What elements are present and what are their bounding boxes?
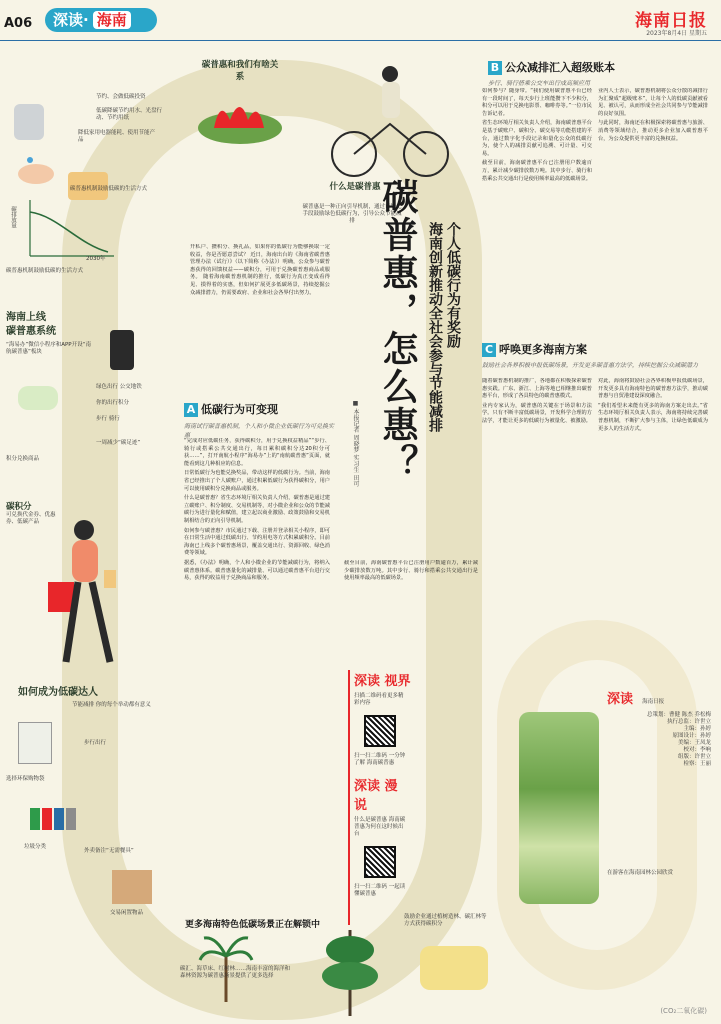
section-a-continued: 截至目前，海南碳普惠平台已注册用户数逾百万，累计减少碳排放数万吨。其中步行、骑行和搭乘公共交通出行是使用频率最高的低碳场景。 [344,560,478,582]
walking-woman-illustration [26,512,136,682]
car-icon [18,386,58,410]
brand-logo: 海南日报 [635,11,707,31]
section-b-col-1 [482,88,592,324]
credits-paper: 海南日报 [642,699,665,705]
credits-header [607,688,664,707]
hero-subtitle-2: 海南创新推动全社会参与节能减排 [427,222,443,432]
benefit-title: 碳普惠和我们有啥关系 [201,60,279,82]
section-c-deck: 鼓励社会各界积极申报低碳场景，开发更多碳普惠方法学，持续挖掘公众减碳潜力 [482,362,699,369]
become-item-4: 垃圾分类 [24,844,47,850]
section-c-col-2 [598,378,708,668]
section-a-p1: “完成对应低碳任务，获得碳积分，用于兑换权益精品”“步行、骑行或搭乘公共交通出行，每日累积碳积分达20积分可获……”，打开南航小程序“海易办”上的“南航碳普惠”页面，就能看到这几种相应的信息。 [184,438,330,467]
qr2-caption: 扫一扫二维码 一起读懂碳普惠 [354,884,406,897]
credit-line: 主编：孙婷 [683,726,711,732]
section-b-p1: 如何参与？随身带。“我们使用碳普惠平台已经有一段时间了，每天步行上班能攒下不少积分，积分可以用于兑换电影票、咖啡券等。”一位市民告诉记者。 [482,88,592,117]
shenjie-tag-2: 深读 漫说 [354,779,398,813]
section-b-p3: 截至目前，海南碳普惠平台已注册用户数逾百万，累计减少碳排放数万吨。其中步行、骑行和搭乘公共交通出行是使用频率最高的低碳场景。 [482,160,592,182]
credit-line: 总策划：曹健 陈杰 乔松梅 [647,712,711,718]
cyclist-illustration [326,54,456,184]
benefit-text-4: 碳普惠机制鼓励低碳的生活方式 [70,186,148,192]
section-c-p4: “我们希望未来能有更多的海南方案走出去。”省生态环境厅相关负责人表示，海南将持续完善碳普惠机制，不断扩大参与主体，让绿色低碳成为更多人的生活方式。 [598,402,708,432]
platform-title-1: 海南上线 [6,312,46,323]
co2-note: (CO₂二氧化碳) [660,1007,707,1015]
become-title: 如何成为低碳达人 [18,687,98,698]
credits-list [607,712,711,768]
section-c-header [482,338,710,369]
hero-subtitle-1: 个人低碳行为有奖励 [445,222,461,348]
qr-code-1[interactable] [364,715,396,747]
earth-flame-illustration [190,92,290,148]
benefit-text-1: 节约、会做低碳投资 [96,94,146,100]
hero-title: 碳普惠，怎么惠？ [377,178,418,482]
page-number: A06 [4,16,33,31]
section-a-body [184,438,330,908]
section-c-p1: 随着碳普惠机制的推广，各地都在积极探索碳普惠实践。广东、浙江、上海等地已相继推出碳普惠平台，形成了各具特色的碳普惠模式。 [482,378,592,400]
faucet-icon [14,104,44,140]
bottom-title: 更多海南特色低碳场景正在解锁中 [185,920,321,930]
section-b-deck: 步行、骑行搭乘公交车出行成高频应用 [488,80,591,87]
become-item-2: 步行出行 [84,740,107,746]
what-title: 什么是碳普惠 [329,182,381,192]
become-item-3: 选择环保购物袋 [6,776,45,782]
intro-paragraph: 开私户、攒积分、换礼品，如果你的低碳行为能够换取一定收益，你是否愿意尝试？ 近日，海南出台的《海南省碳普惠管理办法（试行）》（以下简称《办法》）明确，公众参与碳普惠获得的回馈权益——碳积分，可用于兑换碳普惠商品或服务。 随着海南碳普惠机制的推行，低碳行为真正变成看得见、摸得着的实惠，但如何扩展更多低碳场景，持续挖掘公众减排潜力，仍需要政府、企业和社会各界付出努力。 [190,244,330,296]
activity-1: 绿色出行 公交地铁 [96,384,142,390]
section-c-p2: 业内专家认为，碳普惠的关键在于场景和方法学。只有不断丰富低碳场景，开发科学合理的方法学，才能让更多的低碳行为被量化、被激励。 [482,402,592,424]
shenjie-box [348,670,412,925]
section-b-title: 公众减排汇入超级账本 [505,61,615,74]
section-c-p3: 对此，海南将鼓励社会各界积极申报低碳场景，开发更多具有海南特色的碳普惠方法学，推动碳普惠与自贸港建设深度融合。 [598,378,708,400]
credits-tag: 深读 [607,692,634,707]
section-a-title: 低碳行为可变现 [201,403,278,416]
shopping-bag-icon [18,722,52,764]
activity-3: 步行 骑行 [96,416,120,422]
shenjie-tag: 深读 视界 [354,674,411,689]
activity-2: 你的出行积分 [96,400,130,406]
credit-line: 执行总监：许世立 [666,719,711,725]
section-b-p2: 省生态环境厅相关负责人介绍，海南碳普惠平台是基于碳账户、碳积分、碳交易等功能搭建的平台，通过数字化手段记录和量化公众的低碳行为，使个人的减排贡献可追溯、可计量、可交易。 [482,120,592,157]
become-item-6: 交易闲置物品 [110,910,144,916]
credit-line: 校对：李响 [683,747,711,753]
shenjie-text: 扫描二维码看更多精彩内容 [354,693,404,706]
section-c-col-1 [482,378,592,668]
activity-5: 积分兑换商品 [6,456,40,462]
what-text: 碳普惠是一种正向引导机制，通过市场化手段鼓励绿色低碳行为，引导公众节能减排 [302,204,402,224]
become-item-5: 外卖备注“无需餐具” [84,848,134,854]
section-b-p4: 业内人士表示，碳普惠机制将公众分散的减排行为汇聚成“超级账本”，让每个人的低碳贡献被看见、被认可，从而形成全社会共同参与节能减排的良好氛围。 [598,88,708,117]
qr-code-2[interactable] [364,846,396,878]
section-c-letter: C [482,343,496,357]
chart-year-label: 2030年 [86,256,106,262]
bottom-item-1: 碳汇、海草床、红树林……海南丰富的海洋和森林资源为碳普惠场景提供了更多选择 [180,966,291,979]
park-photo [519,712,599,904]
section-script: 海南 [93,11,131,29]
section-b-header [488,56,708,87]
carbon-score-text: 可兑换代金券、优惠券、低碳产品 [6,512,56,525]
section-badge: 深读· 海南 [45,8,157,32]
hero-byline: ■ 本报记者 周晓梦 实习生 田可 [352,400,359,487]
trash-bins-icon [28,798,78,832]
phone-icon [110,330,134,370]
issue-date: 2023年8月4日 星期五 [646,30,707,37]
section-c-title: 呼唤更多海南方案 [499,343,587,356]
section-b-letter: B [488,61,502,75]
credit-line: 检察：王丽 [683,761,711,767]
section-b-col-2 [598,88,708,324]
carbon-score-title: 碳积分 [6,502,32,512]
section-a-p4: 如何参与碳普惠？市民通过下载、注册并登录相关小程序，即可在日常生活中通过低碳出行、节约用电等方式积累碳积分。目前海南已上线多个碳普惠场景，覆盖交通出行、资源回收、绿色消费等领域。 [184,527,330,557]
credit-line: 美编：王凤龙 [677,740,711,746]
benefit-summary: 碳普惠机制鼓励低碳的生活方式 [6,268,84,274]
header-rule [0,40,721,41]
photo-caption: 在游客在海南园林公园欣赏 [607,870,674,876]
benefit-text-2: 低碳降碳节约用水、光盘行动、节约用纸 [96,108,163,121]
credit-line: 原图设计：孙婷 [672,733,711,739]
box-icon [112,870,152,904]
bottom-item-2: 鼓励企业通过植树造林、碳汇林等方式获得碳积分 [404,914,487,927]
qr1-caption: 扫一扫二维码 一分钟了解 海南碳普惠 [354,753,406,766]
section-b-p5: 与此同时，海南还在积极探索将碳普惠与旅游、消费等领域结合，推动更多企业加入碳普惠平台，为公众提供更丰富的兑换权益。 [598,120,708,142]
activity-4: 一周减少“碳足迹” [96,440,141,446]
small-car-icon [420,946,488,990]
pine-tree-illustration [320,920,380,1016]
benefit-text-3: 降低家用电器能耗、使用节能产品 [78,130,156,143]
section-a-p5: 据悉，《办法》明确，个人和小微企业的节能减碳行为，将纳入碳普惠体系。碳普惠量化的减排量、可以通过碳普惠平台进行交易，获得的收益用于兑换商品和服务。 [184,559,330,582]
shenjie-text-2: 什么是碳普惠 海南碳普惠为何在这时候出台 [354,817,406,837]
platform-title-2: 碳普惠系统 [6,326,56,337]
hand-icon [14,150,58,190]
section-a-p3: 什么是碳普惠？省生态环境厅相关负责人介绍，碳普惠是通过建立碳账户、积分制度、交易机制等，对小微企业和公众的节能减碳行为进行量化和赋值，建立起以商业激励、政策鼓励和交易机制相结合的正向引导机制。 [184,495,330,524]
become-item-1: 节能减排 你的每个举动都有意义 [72,702,151,708]
section-a-p2: 日常低碳行为也能兑换奖品，带动这样的低碳行为。当前，海南省已经推出了个人碳账户，通过积累低碳行为获得碳积分，用户可以使用碳积分兑换商品或服务。 [184,470,330,492]
platform-text: “海易办”微信小程序和APP开设“南航碳普惠”板块 [6,342,91,355]
hero-subtitle-block [418,222,462,442]
section-a-letter: A [184,403,198,417]
chart-y-label: 碳排放量 [10,206,16,228]
section-a-deck: 海南试行碳普惠机制，个人和小微企业低碳行为可兑换实惠 [184,423,335,439]
credit-line: 组版：许世立 [677,754,711,760]
section-a-header [184,398,334,439]
